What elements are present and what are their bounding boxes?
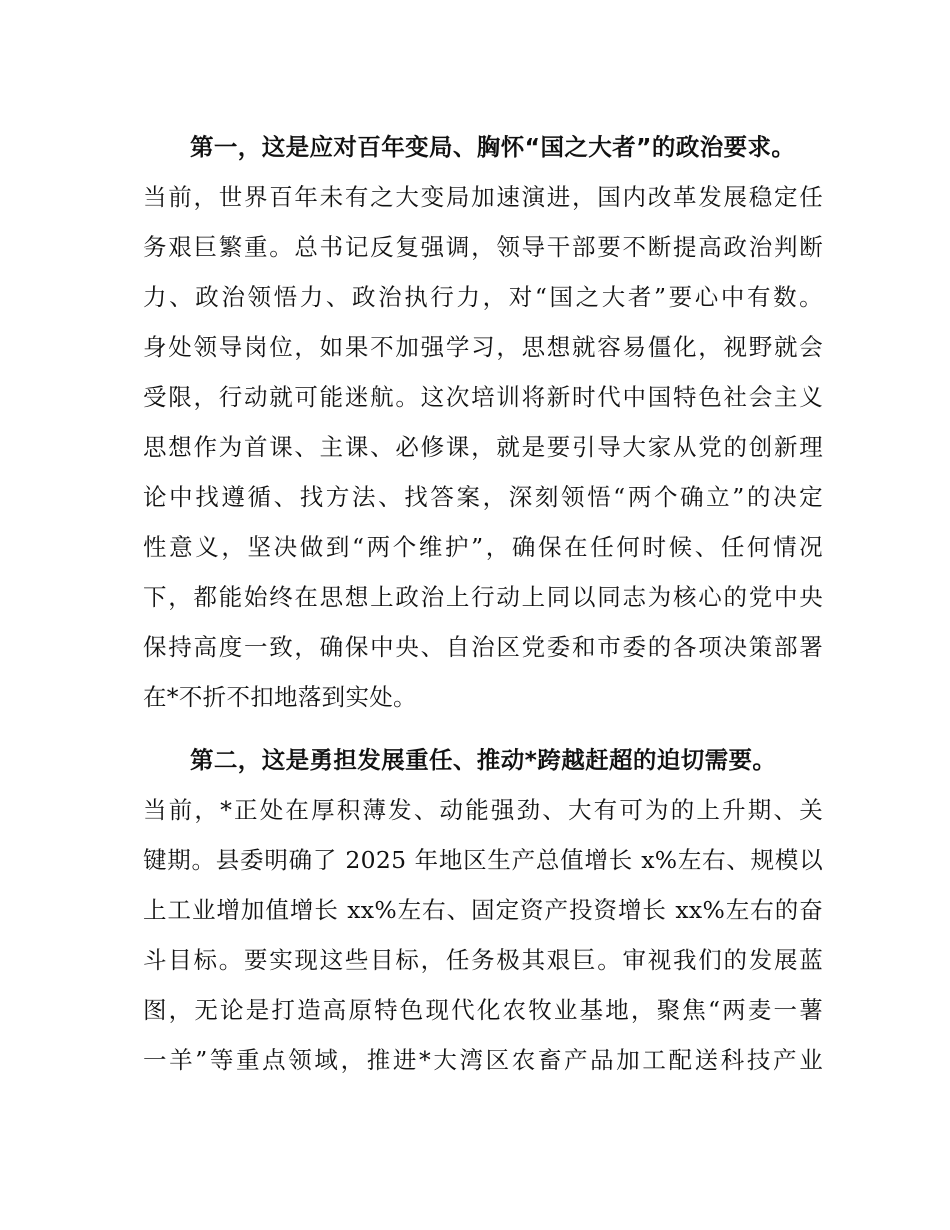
paragraph-2-line-1: 当前，*正处在厚积薄发、动能强劲、大有可为的上升期、关	[143, 796, 823, 824]
paragraph-1-line-4: 身处领导岗位，如果不加强学习，思想就容易僵化，视野就会	[143, 333, 823, 361]
paragraph-1-line-6: 思想作为首课、主课、必修课，就是要引导大家从党的创新理	[143, 433, 823, 461]
paragraph-1-line-1: 当前，世界百年未有之大变局加速演进，国内改革发展稳定任	[143, 183, 823, 211]
paragraph-1-line-2: 务艰巨繁重。总书记反复强调，领导干部要不断提高政治判断	[143, 233, 823, 261]
paragraph-1-line-8: 性意义，坚决做到“两个维护”，确保在任何时候、任何情况	[143, 533, 823, 561]
paragraph-2-line-3: 上工业增加值增长 xx%左右、固定资产投资增长 xx%左右的奋	[143, 896, 823, 924]
paragraph-1-first-line	[143, 122, 823, 172]
paragraph-2-line-2: 键期。县委明确了 2025 年地区生产总值增长 x%左右、规模以	[143, 846, 823, 874]
paragraph-2	[143, 735, 823, 1085]
paragraph-2-first-line	[143, 735, 823, 785]
paragraph-2-line-6: 一羊”等重点领域，推进*大湾区农畜产品加工配送科技产业	[143, 1046, 823, 1074]
paragraph-1-line-5: 受限，行动就可能迷航。这次培训将新时代中国特色社会主义	[143, 383, 823, 411]
paragraph-1	[143, 122, 823, 722]
paragraph-1-line-7: 论中找遵循、找方法、找答案，深刻领悟“两个确立”的决定	[143, 483, 823, 511]
paragraph-1-line-9: 下，都能始终在思想上政治上行动上同以同志为核心的党中央	[143, 583, 823, 611]
paragraph-1-line-3: 力、政治领悟力、政治执行力，对“国之大者”要心中有数。	[143, 283, 823, 311]
paragraph-1-line-10: 保持高度一致，确保中央、自治区党委和市委的各项决策部署	[143, 633, 823, 661]
paragraph-1-line-11: 在*不折不扣地落到实处。	[143, 683, 417, 711]
paragraph-2-line-5: 图，无论是打造高原特色现代化农牧业基地，聚焦“两麦一薯	[143, 996, 823, 1024]
paragraph-1-heading: 第一，这是应对百年变局、胸怀“国之大者”的政治要求。	[190, 133, 796, 161]
paragraph-2-heading: 第二，这是勇担发展重任、推动*跨越赶超的迫切需要。	[190, 746, 777, 774]
paragraph-2-line-4: 斗目标。要实现这些目标，任务极其艰巨。审视我们的发展蓝	[143, 946, 823, 974]
